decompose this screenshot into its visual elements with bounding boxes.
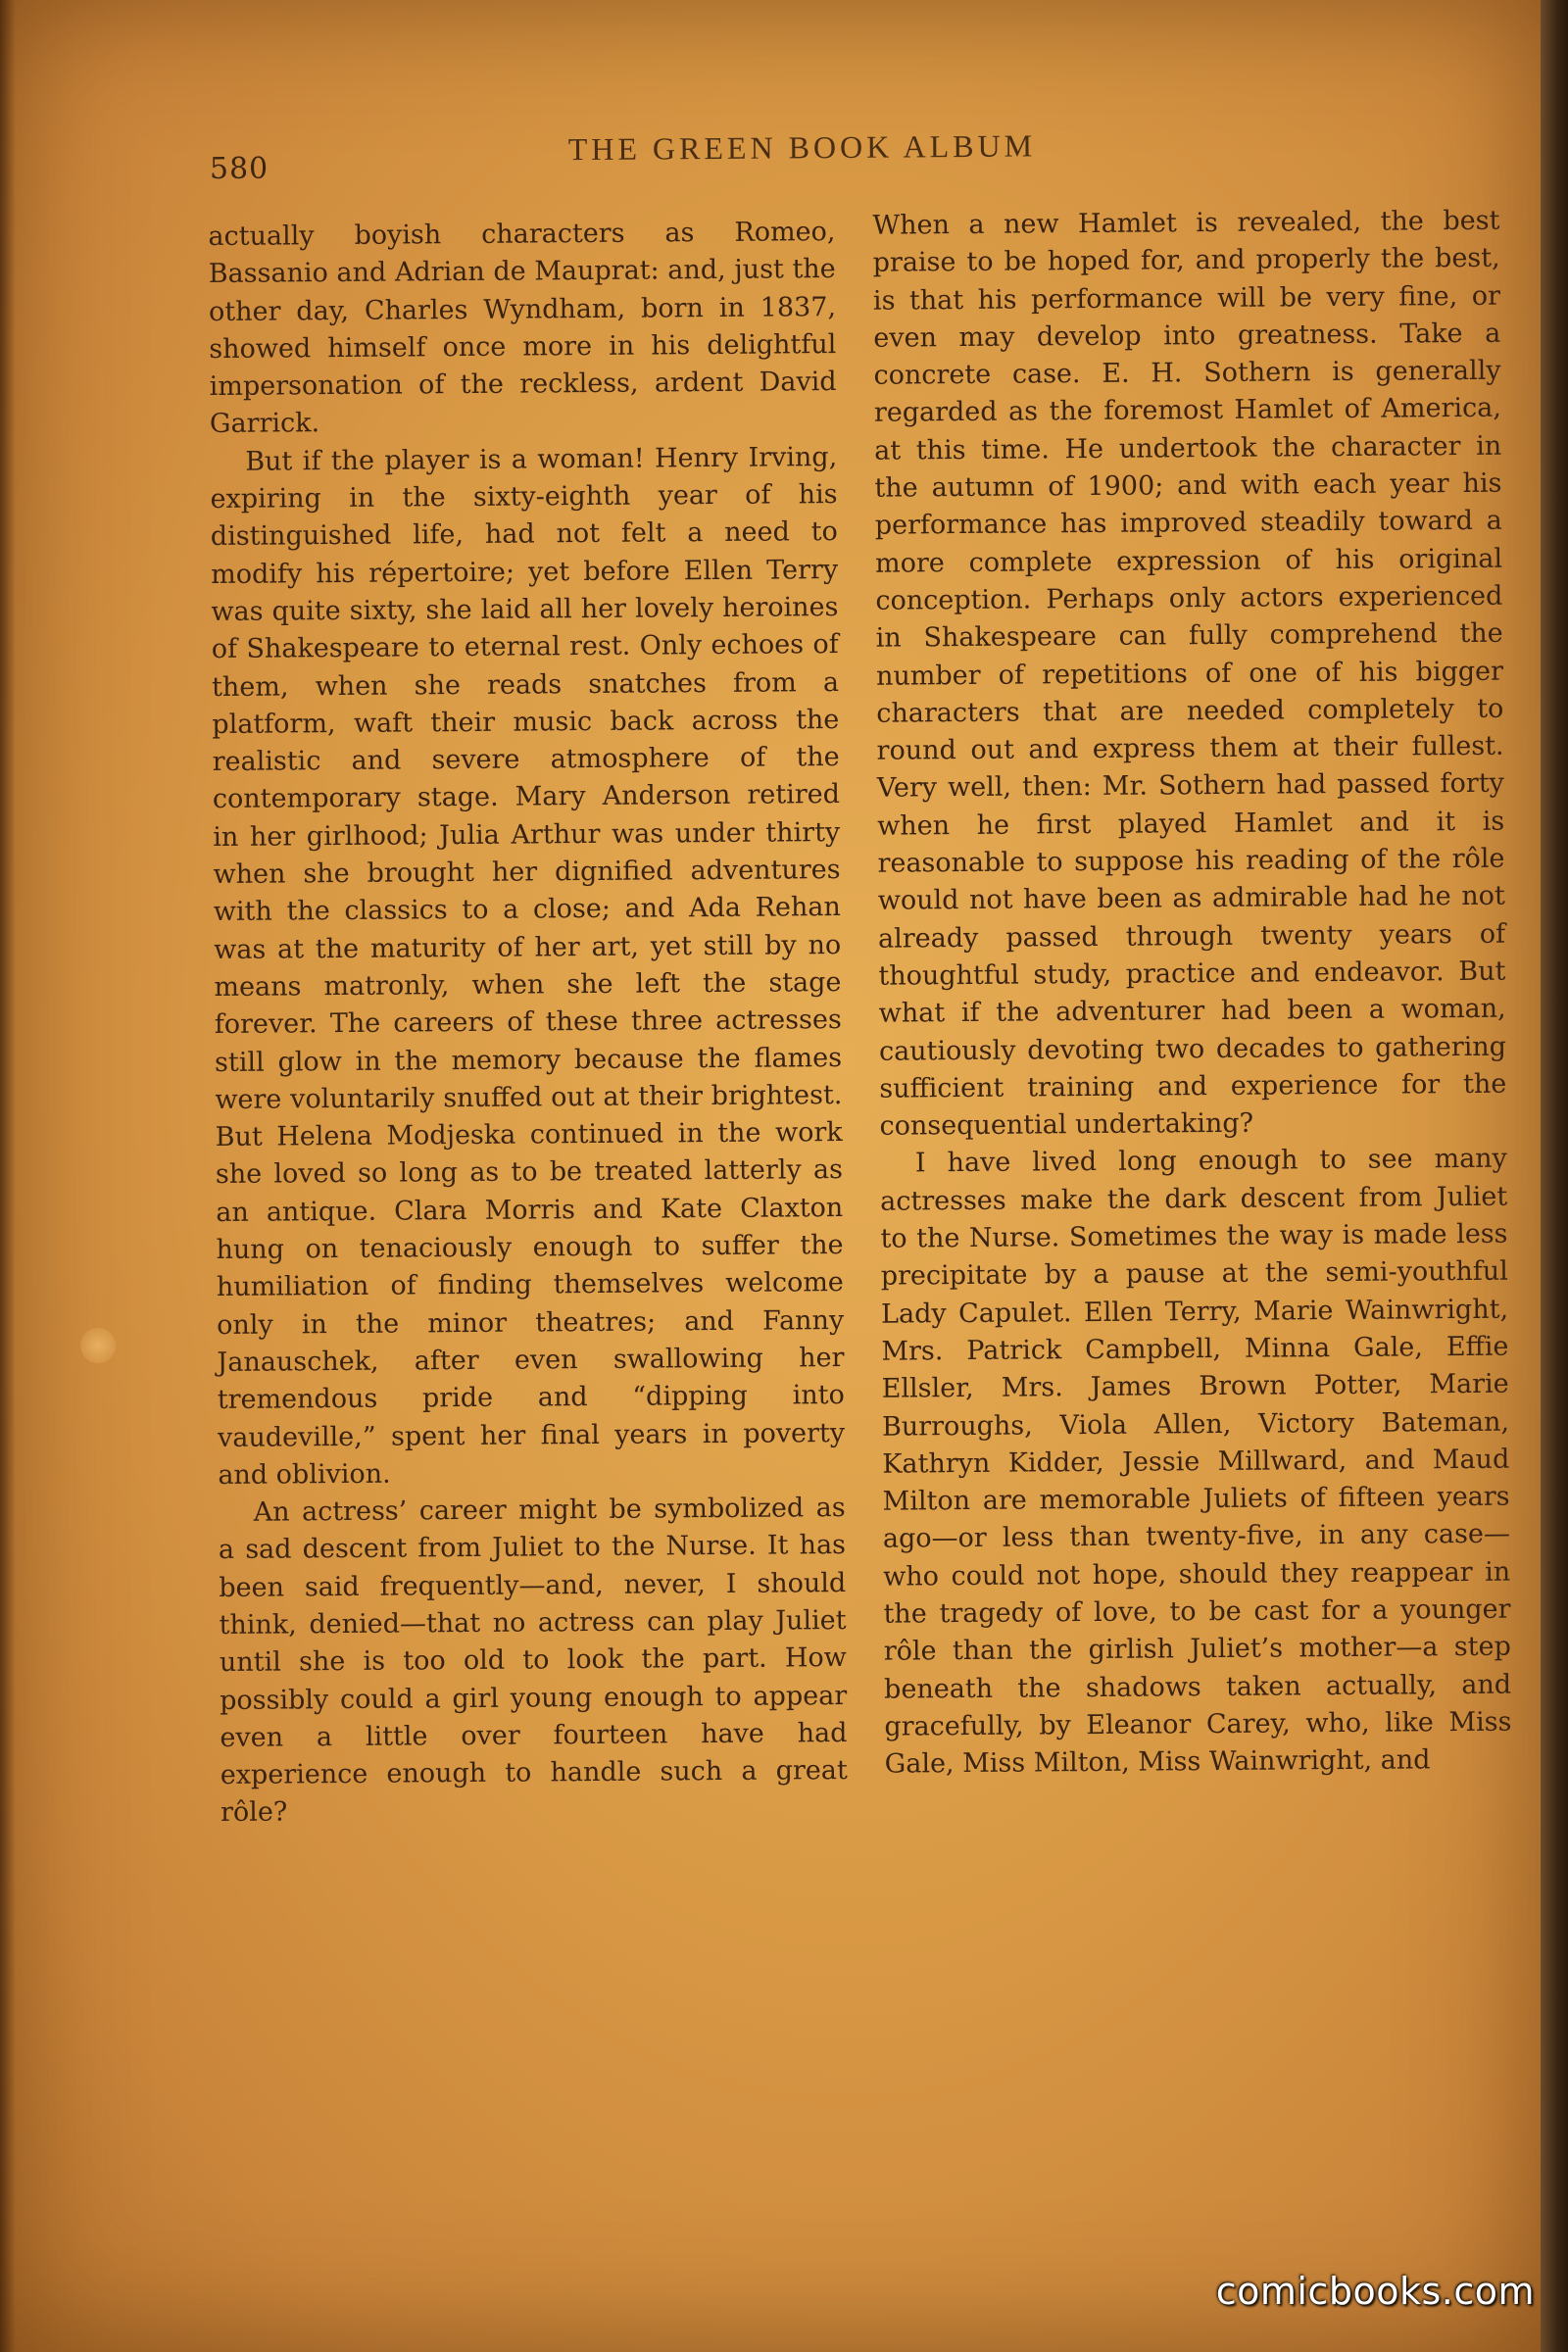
running-head-title: THE GREEN BOOK ALBUM <box>567 127 1037 168</box>
book-spine-gutter <box>1541 0 1568 2352</box>
site-watermark: comicbooks.com <box>1215 2270 1535 2313</box>
left-paragraph-1: actually boyish characters as Romeo, Bassanio and Adrian de Mauprat: and, just the other day, Charles Wyndham, born in 1837, showed himself once more in his delightful impersonation of the reckless, ardent David Garrick. <box>208 217 837 440</box>
left-paragraph-2: But if the player is a woman! Henry Irving, expiring in the sixty-eighth year of his distinguished life, had not felt a need to modify his répertoire; yet before Ellen Terry was quite sixty, she laid all her lovely heroines of Shakespeare to eternal rest. Only echoes of them, when she reads snatches from a platform, waft their music back across the realistic and severe atmosphere of the contemporary stage. Mary Anderson retired in her girlhood; Julia Arthur was under thirty when she brought her dignified adventures with the classics to a close; and Ada Rehan was at the maturity of her art, yet still by no means matronly, when she left the stage forever. The careers of these three actresses still glow in the memory because the flames were voluntarily snuffed out at their brightest. But Helena Modjeska continued in the work she loved so long as to be treated latterly as an antique. Clara Morris and Kate Claxton hung on tenaciously enough to suffer the humiliation of finding themselves welcome only in the minor theatres; and Fanny Janauschek, after even swallowing her tremendous pride and “dipping into vaudeville,” spent her final years in poverty and oblivion. <box>210 441 846 1491</box>
right-column <box>872 203 1512 1784</box>
left-paragraph-3: An actress’ career might be symbolized as a sad descent from Juliet to the Nurse. It has been said frequently—and, never, I should think, denied—that no actress can play Juliet until she is too old to look the part. How possibly could a girl young enough to appear even a little over fourteen have had experience enough to handle such a great rôle? <box>218 1493 848 1829</box>
right-paragraph-1: When a new Hamlet is revealed, the best praise to be hoped for, and properly the best, is that his performance will be very fine, or even may develop into greatness. Take a concrete case. E. H. Sothern is generally regarded as the foremost Hamlet of America, at this time. He undertook the character in the autumn of 1900; and with each year his performance has improved steadily toward a more complete expression of his original conception. Perhaps only actors experienced in Shakespeare can fully comprehend the number of repetitions of one of his bigger characters that are needed completely to round out and express them at their fullest. Very well, then: Mr. Sothern had passed forty when he first played Hamlet and it is reasonable to suppose his reading of the rôle would not have been as admirable had he not already passed through twenty years of thoughtful study, practice and endeavor. But what if the adventurer had been a woman, cautiously devoting two decades to gathering sufficient training and experience for the consequential undertaking? <box>872 205 1507 1142</box>
left-column <box>208 214 848 1833</box>
right-paragraph-2: I have lived long enough to see many actresses make the dark descent from Juliet to the Nurse. Sometimes the way is made less precipitate by a pause at the semi-youthful Lady Capulet. Ellen Terry, Marie Wainwright, Mrs. Patrick Campbell, Minna Gale, Effie Ellsler, Mrs. James Brown Potter, Marie Burroughs, Viola Allen, Victory Bateman, Kathryn Kidder, Jessie Millward, and Maud Milton are memorable Juliets of fifteen years ago—or less than twenty-five, in any case—who could not hope, should they reappear in the tragedy of love, to be cast for a younger rôle than the girlish Juliet’s mother—a step beneath the shadows taken actually, and gracefully, by Eleanor Carey, who, like Miss Gale, Miss Milton, Miss Wainwright, and <box>880 1144 1512 1780</box>
page-number: 580 <box>209 151 270 187</box>
